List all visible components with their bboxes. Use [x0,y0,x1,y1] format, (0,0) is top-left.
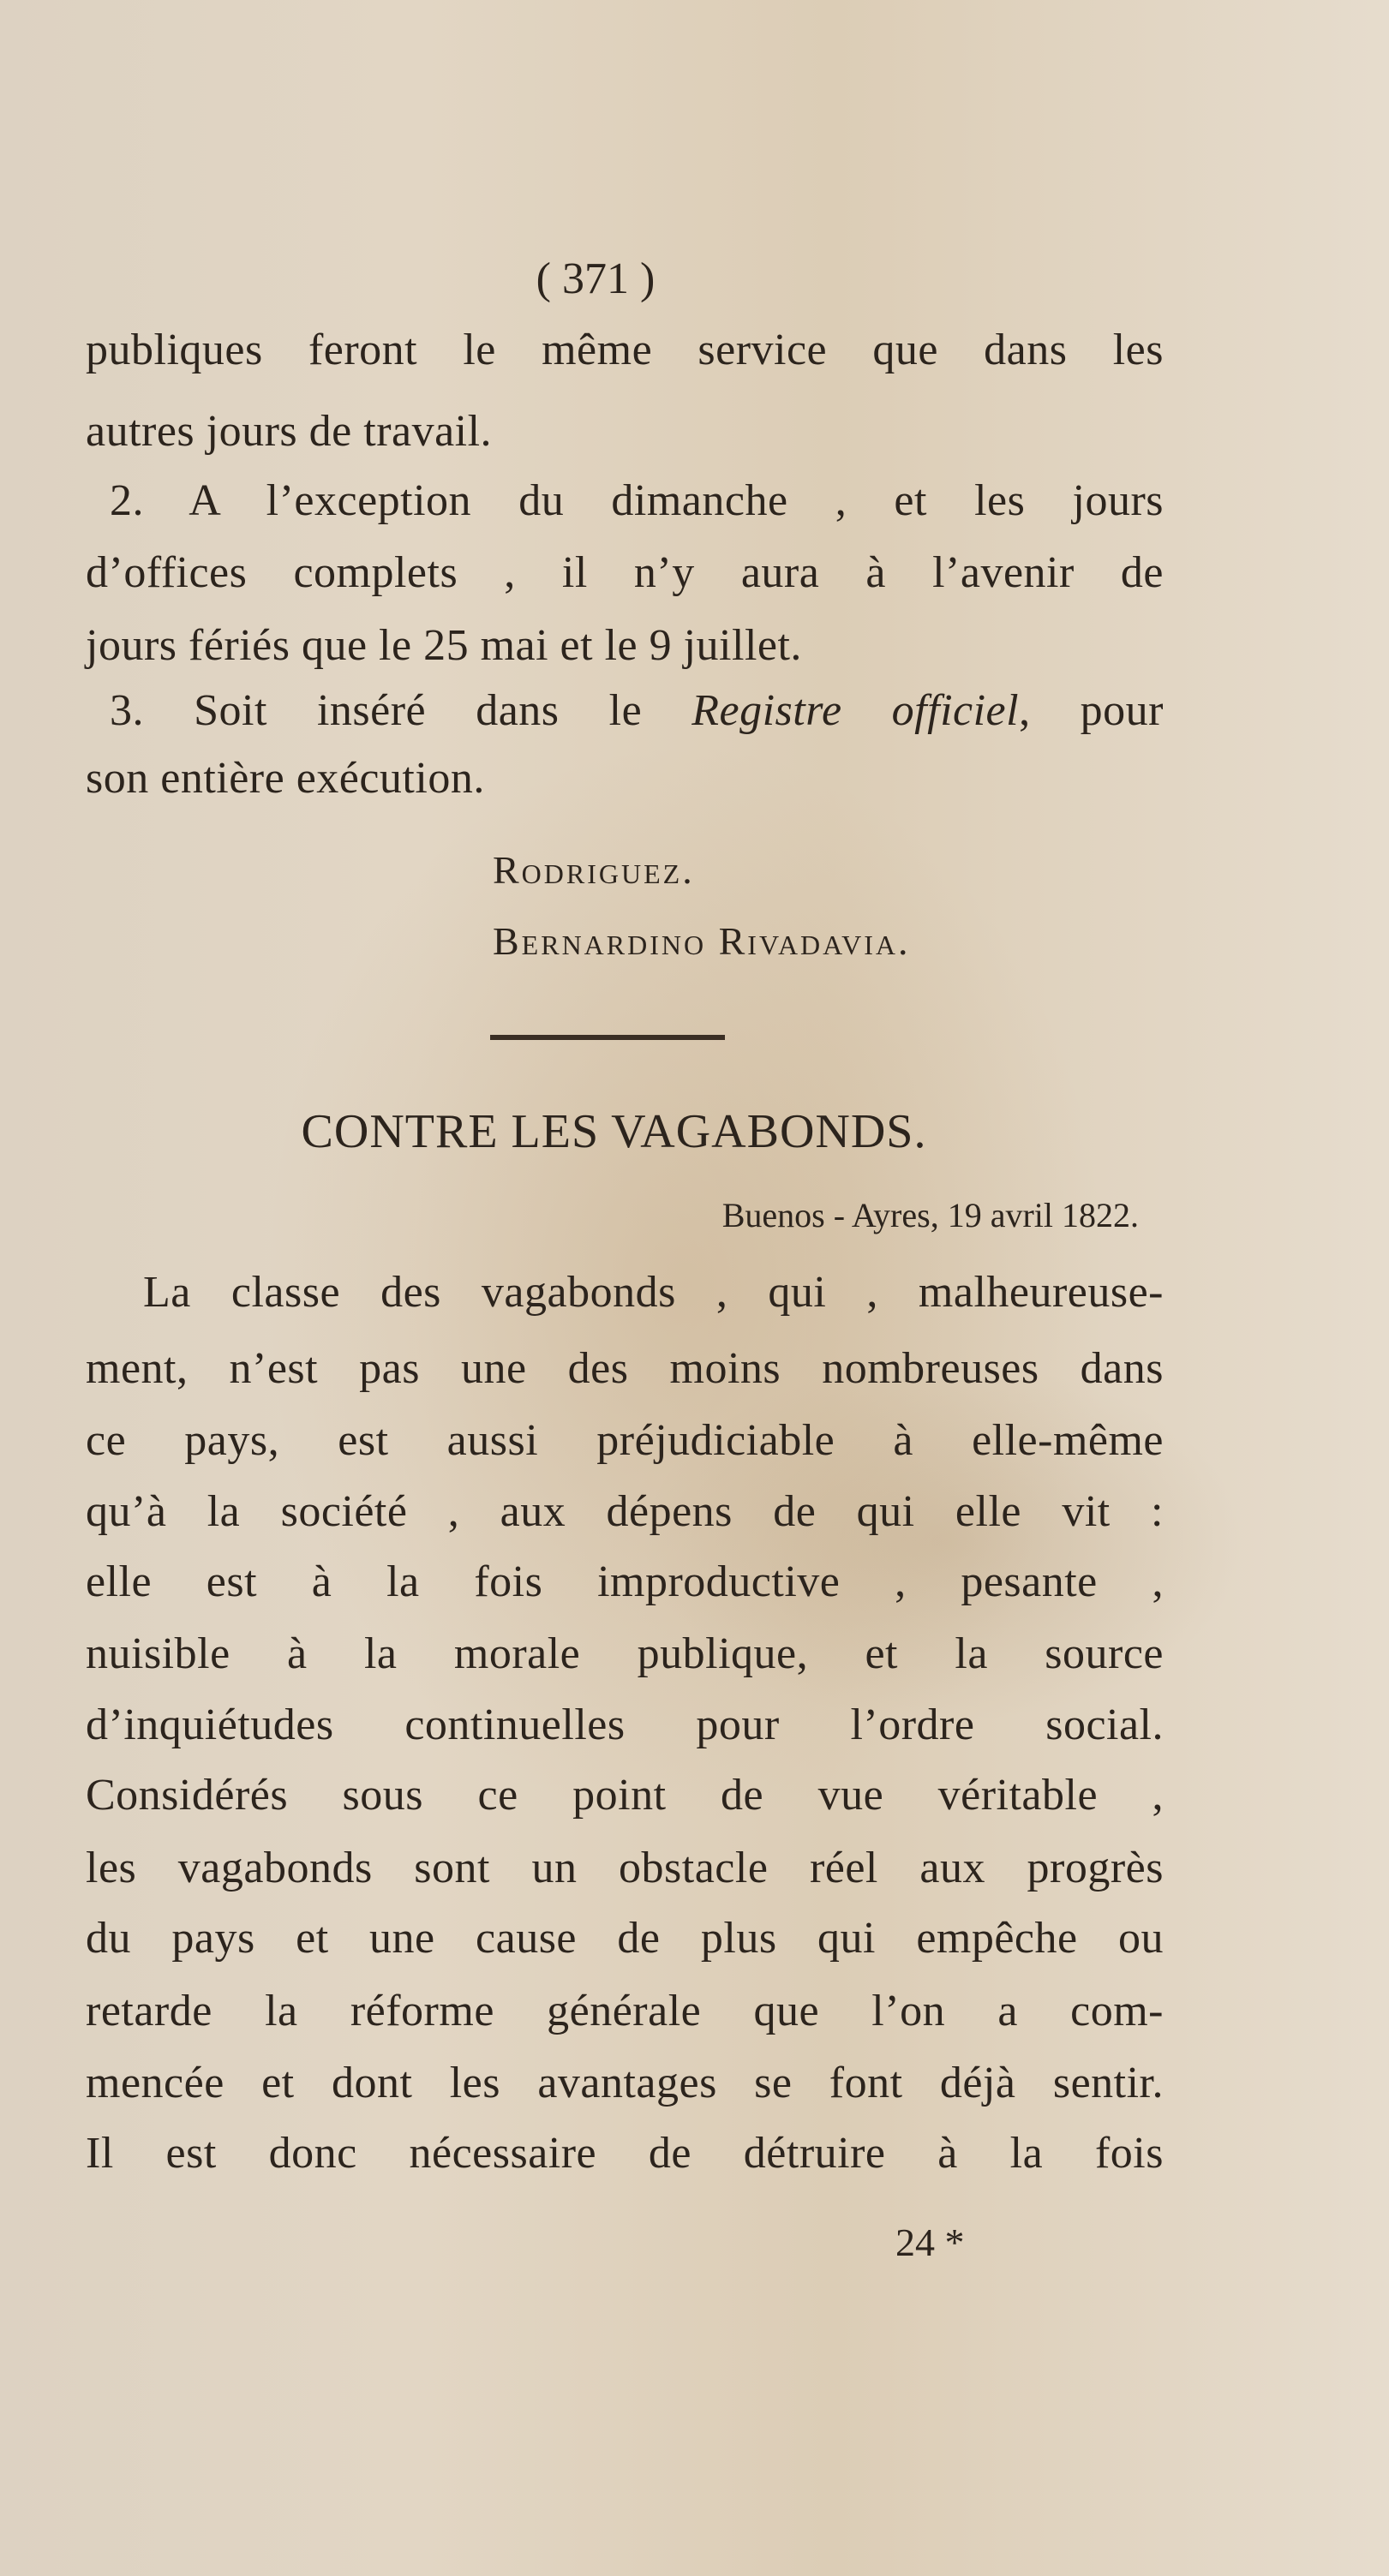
signature-mark: 24 * [895,2220,965,2264]
text-line: autres jours de travail. [86,407,493,456]
article-3-text: 3. Soit inséré dans le [110,686,692,735]
section-heading: CONTRE LES VAGABONDS. [301,1105,927,1158]
article-3-text-end: , pour [1019,686,1164,735]
text-line: elle est à la fois improductive , pesante , [86,1557,1164,1606]
text-line: son entière exécution. [86,754,485,803]
text-line: Considérés sous ce point de vue véritable , [86,1771,1164,1820]
page-number: ( 371 ) [536,254,656,303]
registre-officiel-italic: Registre officiel [692,686,1020,735]
text-line: du pays et une cause de plus qui empêche ou [86,1914,1164,1963]
dateline: Buenos - Ayres, 19 avril 1822. [721,1196,1139,1234]
section-divider [490,1035,725,1040]
text-line: qu’à la société , aux dépens de qui elle vit : [86,1487,1164,1536]
text-line: publiques feront le même service que dans les [86,326,1164,374]
text-line: ce pays, est aussi préjudiciable à elle-même [86,1416,1164,1465]
text-line: ment, n’est pas une des moins nombreuses dans [86,1344,1164,1393]
text-line: d’inquiétudes continuelles pour l’ordre social. [86,1700,1164,1749]
signature-rodriguez: Rodriguez. [493,848,695,892]
text-line: mencée et dont les avantages se font déjà sentir. [86,2059,1164,2107]
article-2-line: 2. A l’exception du dimanche , et les jours [110,476,1164,525]
text-line: jours fériés que le 25 mai et le 9 juillet. [86,621,802,670]
text-line: nuisible à la morale publique, et la source [86,1629,1164,1678]
article-3-line [110,681,1164,741]
text-line: d’offices complets , il n’y aura à l’avenir de [86,548,1164,597]
text-line: La classe des vagabonds , qui , malheureuse- [143,1268,1164,1317]
signature-rivadavia: Bernardino Rivadavia. [493,919,911,963]
text-line: les vagabonds sont un obstacle réel aux progrès [86,1844,1164,1892]
text-line: Il est donc nécessaire de détruire à la fois [86,2129,1164,2178]
text-line: retarde la réforme générale que l’on a com- [86,1987,1164,2035]
